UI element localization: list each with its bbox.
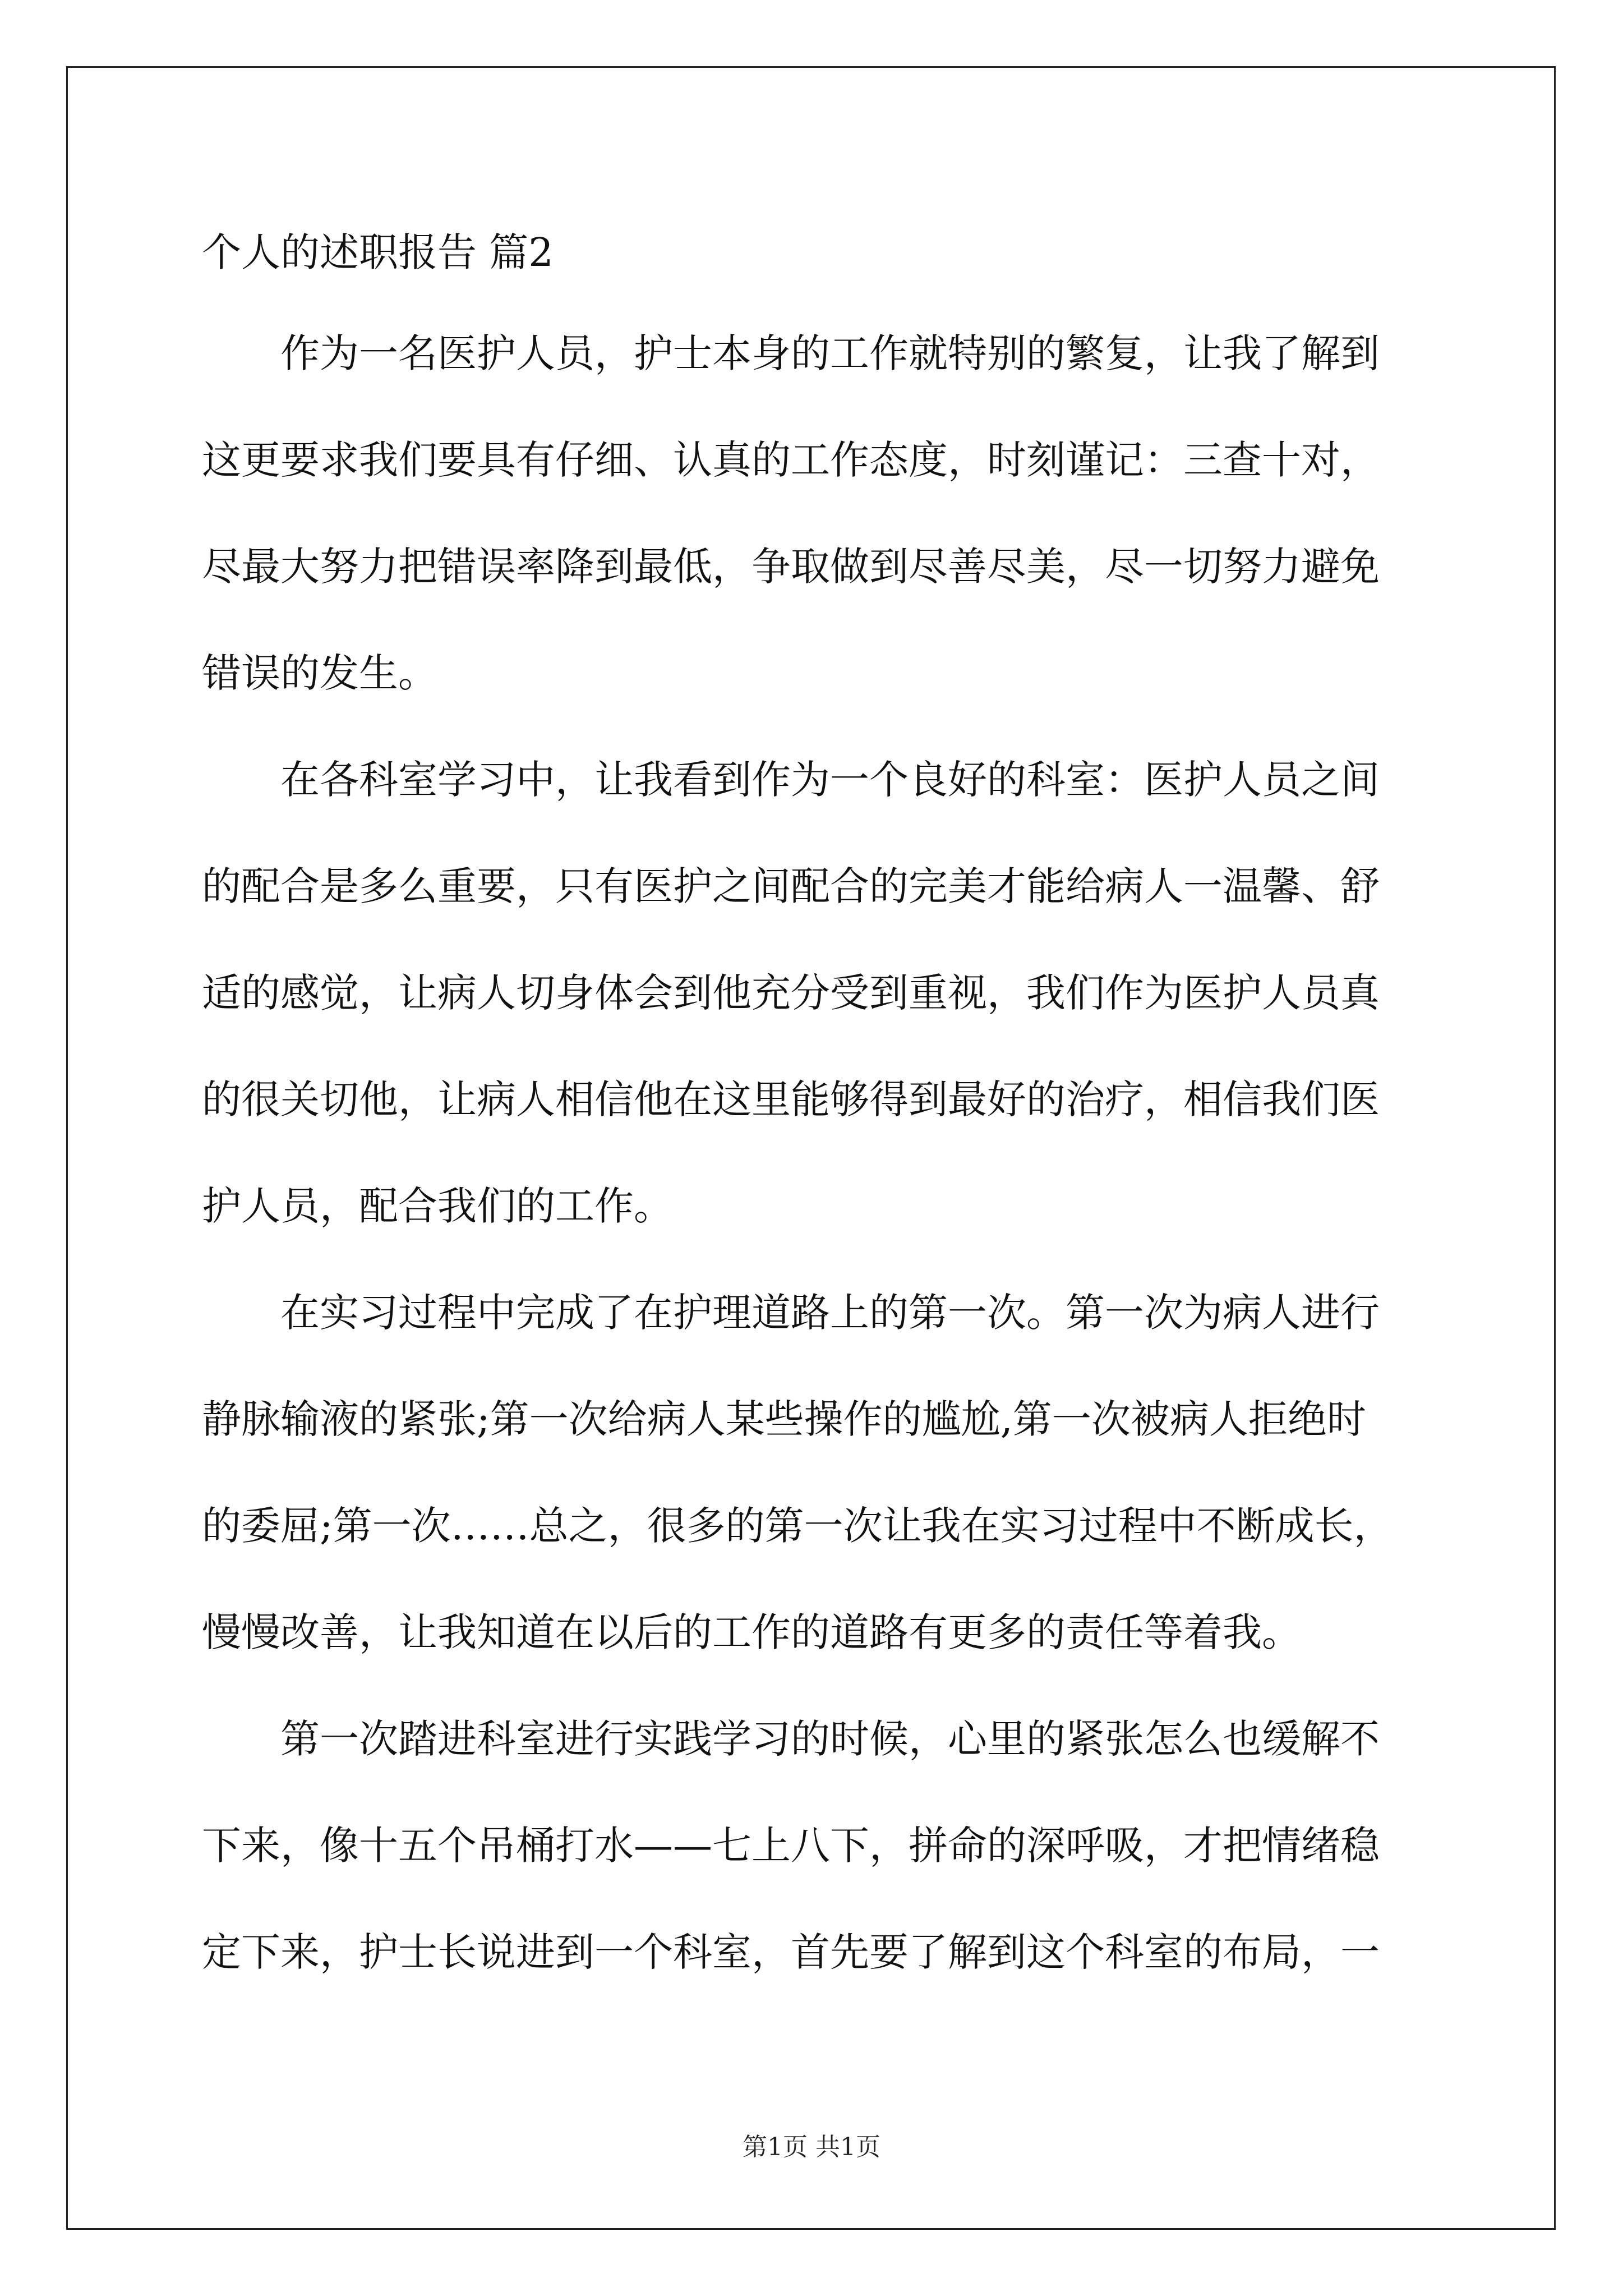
paragraph-2-line-1: 在各科室学习中，让我看到作为一个良好的科室：医护人员之间	[280, 757, 1380, 803]
paragraph-1-line-4: 错误的发生。	[202, 650, 437, 696]
document-title: 个人的述职报告 篇2	[202, 229, 554, 275]
paragraph-1-line-2: 这更要求我们要具有仔细、认真的工作态度，时刻谨记：三查十对，	[202, 437, 1380, 483]
page-number-footer: 第1页 共1页	[743, 2133, 880, 2161]
paragraph-1-line-3: 尽最大努力把错误率降到最低，争取做到尽善尽美，尽一切努力避免	[202, 544, 1380, 590]
paragraph-1-line-1: 作为一名医护人员，护士本身的工作就特别的繁复，让我了解到	[280, 330, 1380, 376]
paragraph-2-line-2: 的配合是多么重要，只有医护之间配合的完美才能给病人一温馨、舒	[202, 863, 1380, 909]
paragraph-2-line-3: 适的感觉，让病人切身体会到他充分受到重视，我们作为医护人员真	[202, 970, 1380, 1016]
paragraph-4-line-1: 第一次踏进科室进行实践学习的时候，心里的紧张怎么也缓解不	[280, 1716, 1380, 1762]
paragraph-3-line-3: 的委屈;第一次……总之，很多的第一次让我在实习过程中不断成长，	[202, 1503, 1393, 1549]
paragraph-4-line-2: 下来，像十五个吊桶打水——七上八下，拼命的深呼吸，才把情绪稳	[202, 1823, 1380, 1869]
paragraph-3-line-2: 静脉输液的紧张;第一次给病人某些操作的尴尬,第一次被病人拒绝时	[202, 1396, 1366, 1442]
paragraph-2-line-4: 的很关切他，让病人相信他在这里能够得到最好的治疗，相信我们医	[202, 1076, 1380, 1122]
paragraph-3-line-1: 在实习过程中完成了在护理道路上的第一次。第一次为病人进行	[280, 1290, 1380, 1336]
paragraph-3-line-4: 慢慢改善，让我知道在以后的工作的道路有更多的责任等着我。	[202, 1609, 1301, 1655]
paragraph-2-line-5: 护人员，配合我们的工作。	[202, 1183, 673, 1229]
page-frame	[66, 66, 1556, 2230]
paragraph-4-line-3: 定下来，护士长说进到一个科室，首先要了解到这个科室的布局，一	[202, 1929, 1380, 1975]
